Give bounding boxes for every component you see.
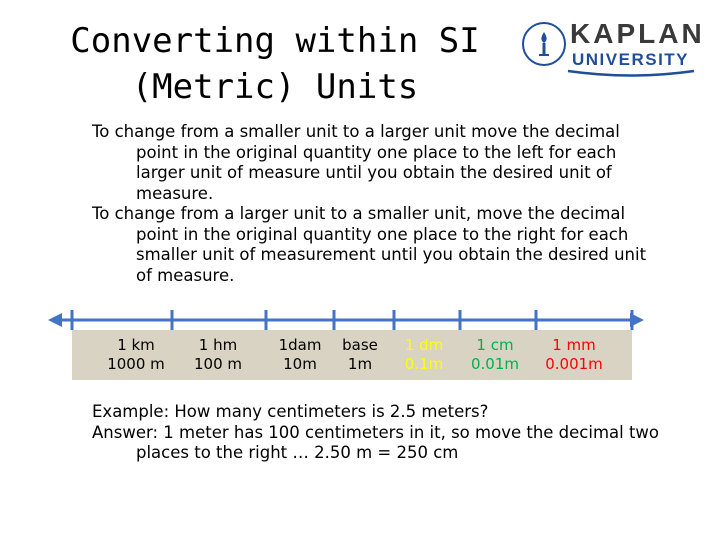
left-arrowhead-icon xyxy=(48,313,62,327)
unit-dam xyxy=(270,336,330,374)
unit-hm-name: 1 hm xyxy=(198,336,238,354)
unit-base xyxy=(336,336,384,374)
unit-km-value: 1000 m xyxy=(107,355,165,373)
unit-km xyxy=(96,336,176,374)
example-question: Example: How many centimeters is 2.5 meters? xyxy=(92,402,489,421)
unit-cm xyxy=(462,336,528,374)
unit-dm-name: 1 dm xyxy=(404,336,444,354)
unit-base-value: 1m xyxy=(347,355,373,373)
unit-base-name: base xyxy=(342,336,378,354)
unit-mm xyxy=(538,336,610,374)
unit-dam-name: 1dam xyxy=(278,336,322,354)
unit-cm-name: 1 cm xyxy=(476,336,514,354)
unit-hm xyxy=(180,336,256,374)
title-line-1: Converting within SI xyxy=(70,21,480,61)
logo-university-text: UNIVERSITY xyxy=(572,50,690,69)
unit-cm-value: 0.01m xyxy=(470,355,519,373)
rule-smaller-to-larger: To change from a smaller unit to a larger unit move the decimal point in the original quantity one place to the left for each larger unit of measure until you obtain the desired unit of measure. xyxy=(92,122,620,203)
unit-dm xyxy=(396,336,452,374)
unit-hm-value: 100 m xyxy=(193,355,242,373)
worked-example xyxy=(92,402,692,464)
rule-larger-to-smaller: To change from a larger unit to a smaller unit, move the decimal point in the original quantity one place to the right for each smaller unit of measurement until you obtain the desired unit of measure. xyxy=(92,204,647,285)
unit-mm-name: 1 mm xyxy=(552,336,596,354)
unit-mm-value: 0.001m xyxy=(545,355,603,373)
example-answer: Answer: 1 meter has 100 centimeters in it, so move the decimal two places to the right … 2.50 m = 250 cm xyxy=(92,422,660,462)
unit-dm-value: 0.1m xyxy=(404,355,444,373)
unit-km-name: 1 km xyxy=(117,336,155,354)
logo-kaplan-text: KAPLAN xyxy=(570,18,705,49)
title-line-2: (Metric) Units xyxy=(131,67,419,107)
unit-dam-value: 10m xyxy=(283,355,317,373)
